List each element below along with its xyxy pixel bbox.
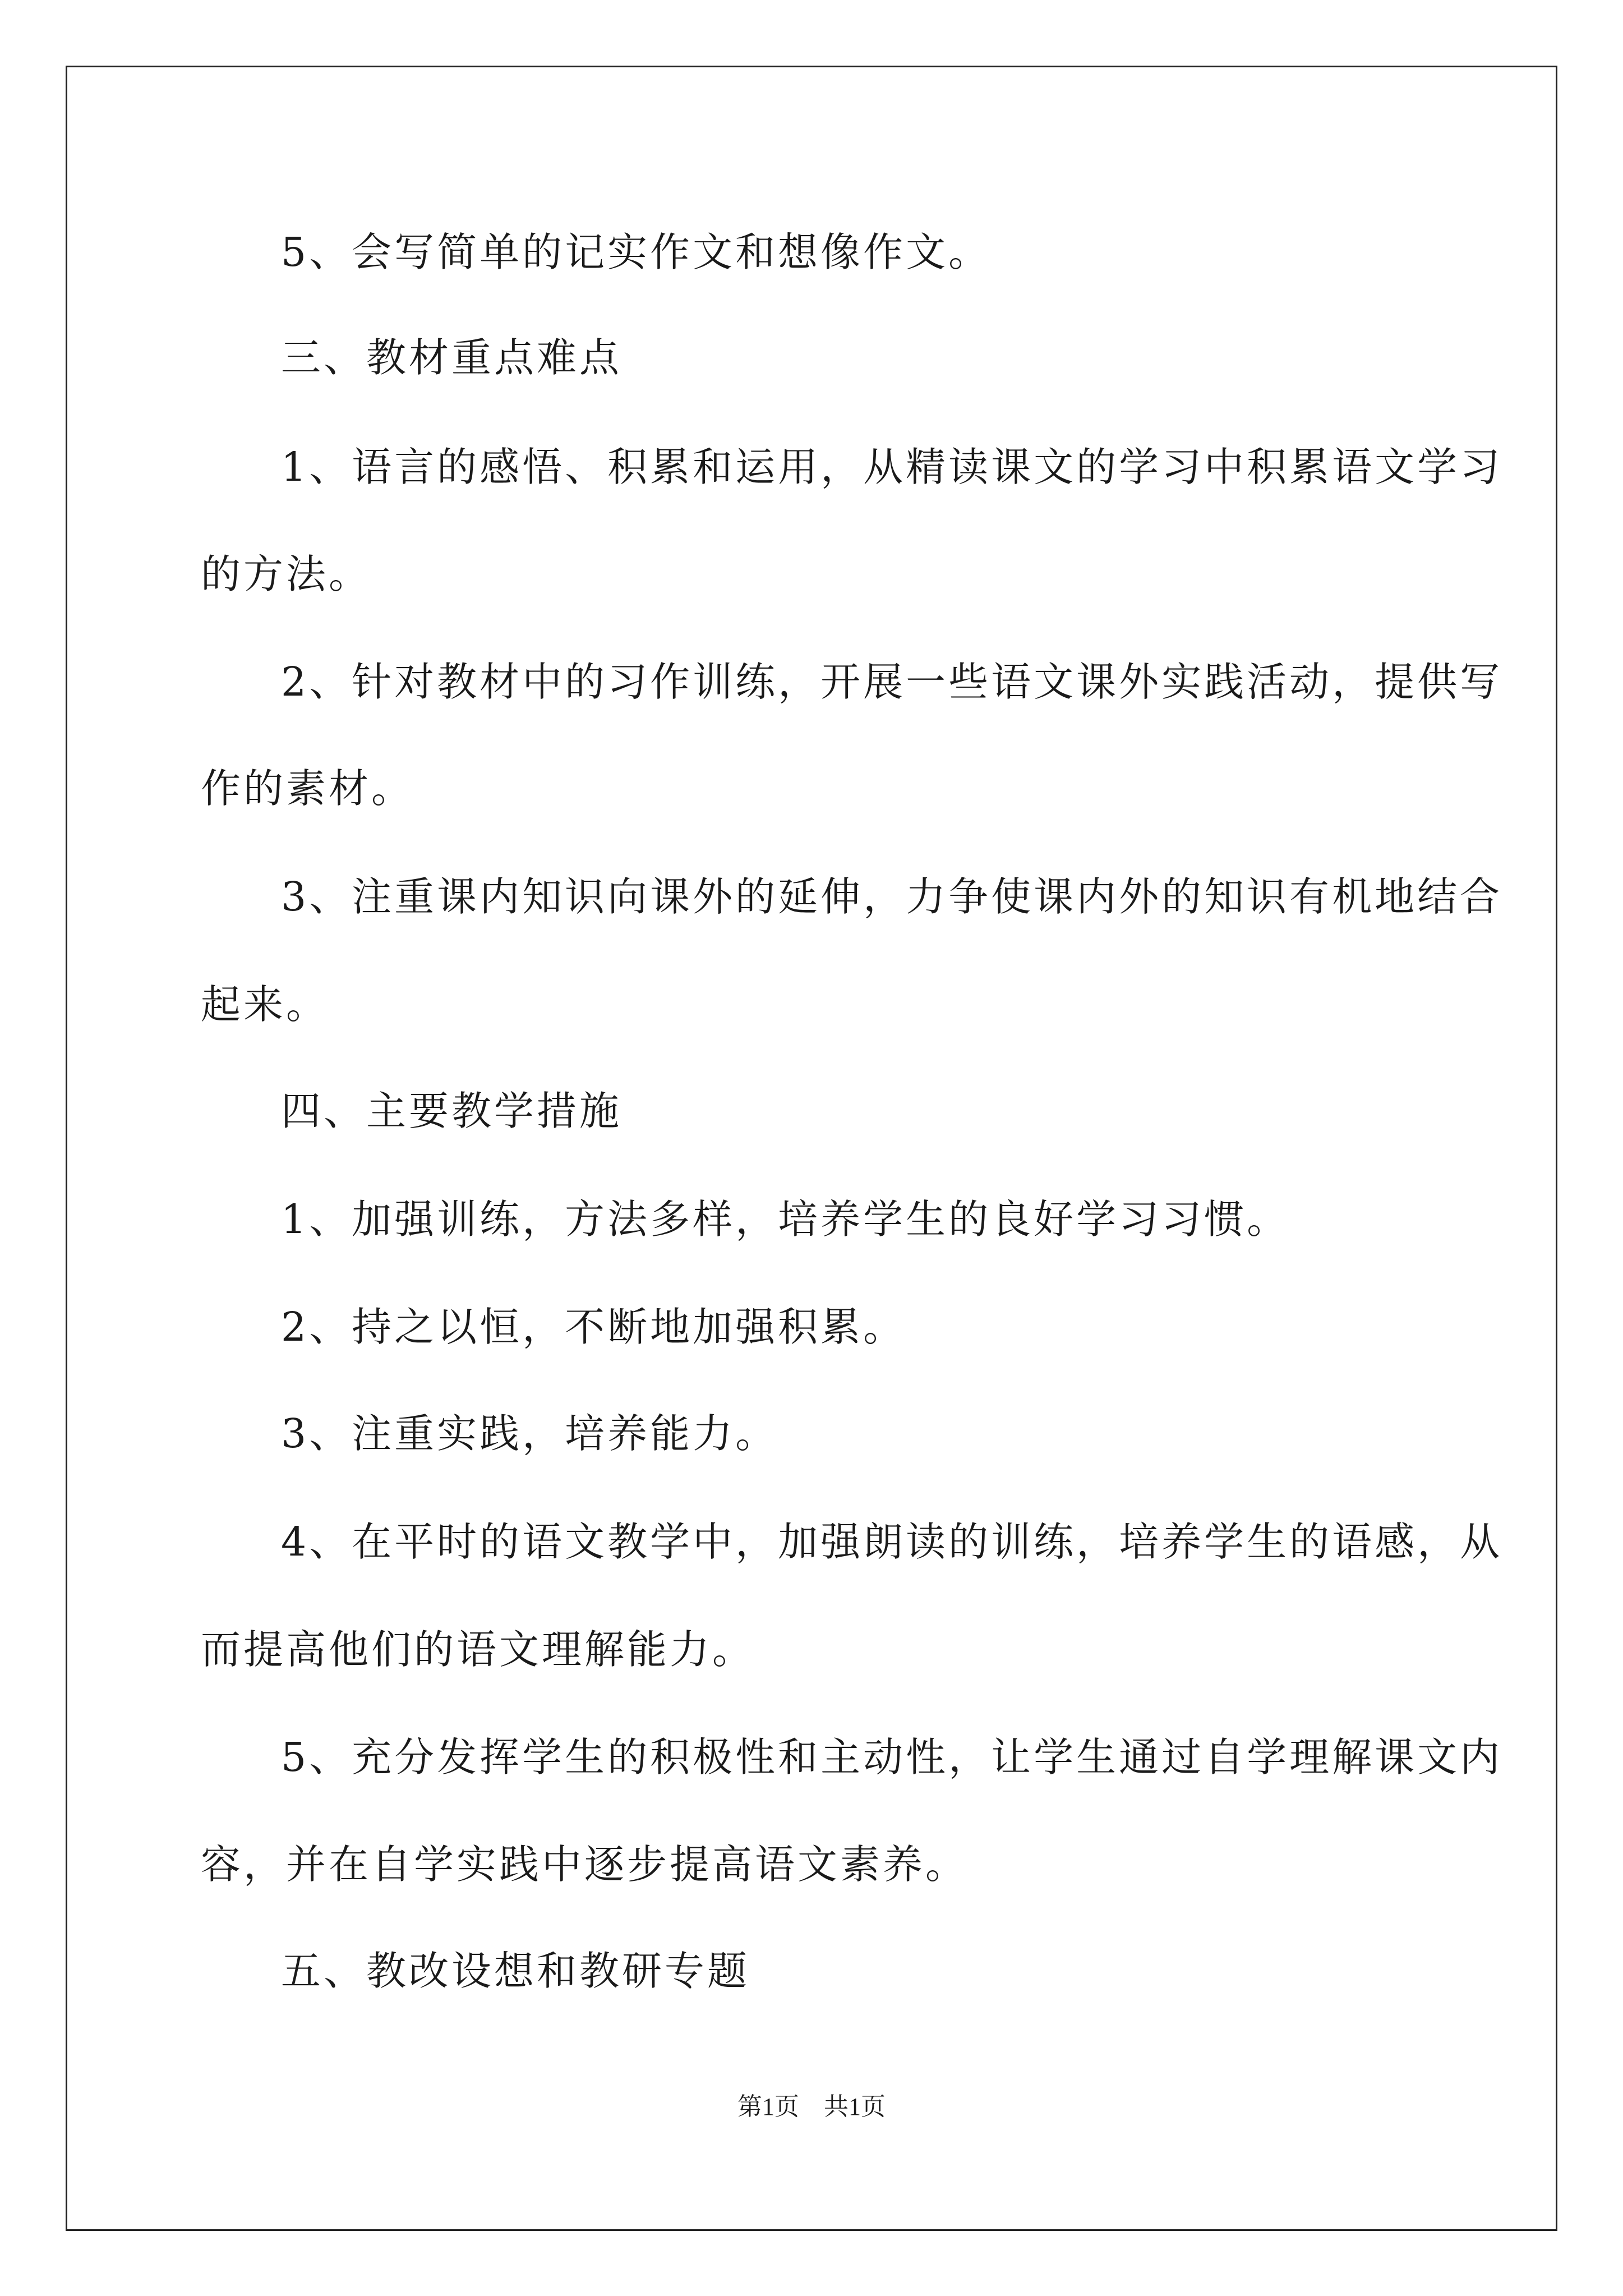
paragraph-line: 5、充分发挥学生的积极性和主动性，让学生通过自学理解课文内 bbox=[281, 1734, 1503, 1780]
page-border bbox=[66, 66, 1557, 2231]
paragraph-line: 容，并在自学实践中逐步提高语文素养。 bbox=[201, 1841, 969, 1888]
paragraph-line: 4、在平时的语文教学中，加强朗读的训练，培养学生的语感，从 bbox=[281, 1519, 1503, 1565]
paragraph-line: 而提高他们的语文理解能力。 bbox=[201, 1626, 755, 1673]
section-heading: 三、教材重点难点 bbox=[281, 334, 623, 381]
paragraph-line: 1、语言的感悟、积累和运用，从精读课文的学习中积累语文学习 bbox=[281, 444, 1503, 490]
paragraph-line: 起来。 bbox=[201, 981, 329, 1028]
paragraph-line: 5、会写简单的记实作文和想像作文。 bbox=[281, 229, 992, 275]
paragraph-line: 2、针对教材中的习作训练，开展一些语文课外实践活动，提供写 bbox=[281, 659, 1503, 705]
paragraph-line: 的方法。 bbox=[201, 551, 372, 597]
page-footer: 第1页 共1页 bbox=[737, 2093, 886, 2120]
paragraph-line: 2、持之以恒，不断地加强积累。 bbox=[281, 1304, 906, 1350]
paragraph-line: 3、注重课内知识向课外的延伸，力争使课内外的知识有机地结合 bbox=[281, 873, 1503, 920]
section-heading: 五、教改设想和教研专题 bbox=[281, 1948, 750, 1994]
paragraph-line: 作的素材。 bbox=[201, 765, 414, 812]
paragraph-line: 1、加强训练，方法多样，培养学生的良好学习习惯。 bbox=[281, 1196, 1290, 1243]
paragraph-line: 3、注重实践，培养能力。 bbox=[281, 1410, 778, 1457]
section-heading: 四、主要教学措施 bbox=[281, 1088, 623, 1134]
